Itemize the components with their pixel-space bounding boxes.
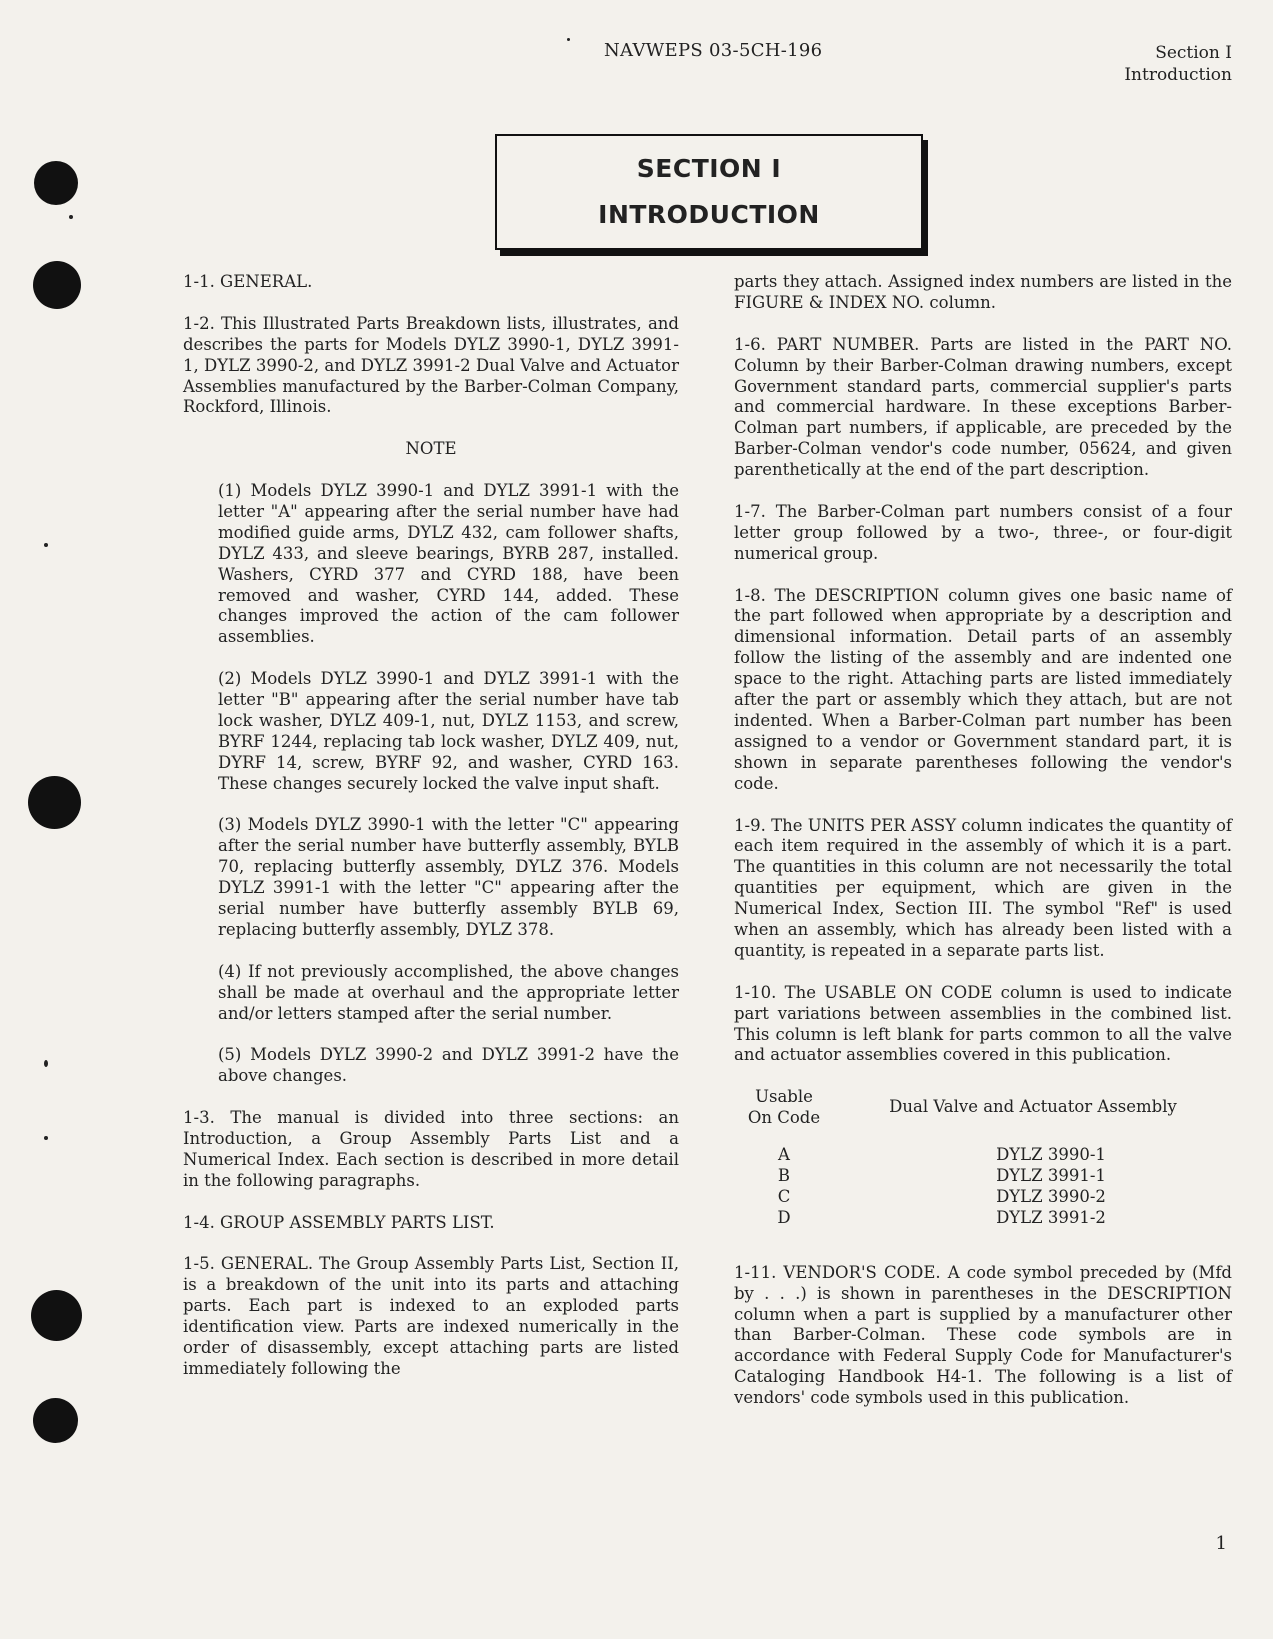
usable-code: D [777, 1207, 791, 1227]
note-item-1: (1) Models DYLZ 3990-1 and DYLZ 3991-1 with the letter "A" appearing after the serial number have had modified guide arms, DYLZ 432, cam follower shafts, DYLZ 433, and sleeve bearings, BYRB 287, installed. Washers, CYRD 377 and CYRD 188, have been removed and washer, CYRD 144, added. These changes improved the action of the cam follower assemblies. [218, 481, 679, 647]
para-1-10: 1-10. The USABLE ON CODE column is used to indicate part variations between assemblies in the combined list. This column is left blank for parts common to all the valve and actuator assemblies covered in this publication. [734, 982, 1232, 1065]
para-1-3: 1-3. The manual is divided into three sections: an Introduction, a Group Assembly Parts List and a Numerical Index. Each section is described in more detail in the following paragraphs. [183, 1108, 679, 1190]
para-1-7: 1-7. The Barber-Colman part numbers consist of a four letter group followed by a two-, three-, or four-digit numerical group. [734, 501, 1232, 563]
binder-hole [33, 1398, 78, 1443]
table-row [734, 1166, 1232, 1187]
note-item-5: (5) Models DYLZ 3990-2 and DYLZ 3991-2 have the above changes. [218, 1045, 679, 1086]
note-item-3: (3) Models DYLZ 3990-1 with the letter "C" appearing after the serial number have butterfly assembly, BYLB 70, replacing butterfly assembly, DYLZ 376. Models DYLZ 3991-1 with the letter "C" appearing after the serial number have butterfly assembly BYLB 69, replacing butterfly assembly, DYLZ 378. [218, 815, 679, 940]
binder-hole [28, 776, 81, 829]
assembly-number: DYLZ 3990-2 [996, 1186, 1106, 1206]
assembly-number: DYLZ 3990-1 [996, 1145, 1106, 1165]
page-number: 1 [1215, 1533, 1227, 1554]
left-column [183, 272, 679, 1380]
note-item-4: (4) If not previously accomplished, the above changes shall be made at overhaul and the appropriate letter and/or letters stamped after the serial number. [218, 961, 679, 1023]
binder-hole [33, 261, 81, 309]
assembly-col-header: Dual Valve and Actuator Assembly [889, 1097, 1177, 1117]
para-1-4: 1-4. GROUP ASSEMBLY PARTS LIST. [183, 1212, 495, 1232]
para-1-5: 1-5. GENERAL. The Group Assembly Parts List, Section II, is a breakdown of the unit into its parts and attaching parts. Each part is indexed to an exploded parts identification view. Parts are indexed numerically in the order of disassembly, except attaching parts are listed immediately following the [183, 1254, 679, 1378]
usable-code: C [777, 1186, 791, 1206]
note-heading: NOTE [405, 439, 457, 459]
table-row [734, 1208, 1232, 1229]
para-1-11: 1-11. VENDOR'S CODE. A code symbol preceded by (Mfd by . . .) is shown in parentheses in the DESCRIPTION column when a part is supplied by a manufacturer other than Barber-Colman. These code symbols are in accordance with Federal Supply Code for Manufacturer's Cataloging Handbook H4-1. The following is a list of vendors' code symbols used in this publication. [734, 1262, 1232, 1408]
usable-table-header [734, 1087, 1232, 1129]
speck [44, 543, 48, 547]
note-item-2: (2) Models DYLZ 3990-1 and DYLZ 3991-1 with the letter "B" appearing after the serial number have tab lock washer, DYLZ 409-1, nut, DYLZ 1153, and screw, BYRF 1244, replacing tab lock washer, DYLZ 409, nut, DYRF 14, screw, BYRF 92, and washer, CYRD 163. These changes securely locked the valve input shaft. [218, 669, 679, 793]
para-1-1: 1-1. GENERAL. [183, 272, 313, 291]
document-number: NAVWEPS 03-5CH-196 [604, 40, 823, 61]
speck [44, 1136, 48, 1140]
assembly-number: DYLZ 3991-2 [996, 1207, 1106, 1227]
section-label: Section I [1155, 43, 1232, 63]
section-title-line1: SECTION I [636, 154, 782, 183]
para-1-6: 1-6. PART NUMBER. Parts are listed in the PART NO. Column by their Barber-Colman drawing numbers, except Government standard parts, commercial supplier's parts and commercial hardware. In these exceptions Barber-Colman part numbers, if applicable, are preceded by the Barber-Colman vendor's code number, 05624, and given parenthetically at the end of the part description. [734, 334, 1232, 480]
speck [69, 215, 73, 219]
assembly-number: DYLZ 3991-1 [996, 1165, 1106, 1185]
para-1-2: 1-2. This Illustrated Parts Breakdown lists, illustrates, and describes the parts for Models DYLZ 3990-1, DYLZ 3991-1, DYLZ 3990-2, and DYLZ 3991-2 Dual Valve and Actuator Assemblies manufactured by the Barber-Colman Company, Rockford, Illinois. [183, 313, 679, 417]
usable-code: B [777, 1165, 791, 1185]
section-name: Introduction [1124, 65, 1232, 85]
usable-code: A [778, 1145, 790, 1165]
para-1-8: 1-8. The DESCRIPTION column gives one basic name of the part followed when appropriate by a description and dimensional information. Detail parts of an assembly follow the listing of the assembly and are indented one space to the right. Attaching parts are listed immediately after the part or assembly which they attach, but are not indented. When a Barber-Colman part number has been assigned to a vendor or Government standard part, it is shown in separate parentheses following the vendor's code. [734, 585, 1232, 793]
table-row [734, 1145, 1232, 1166]
speck [44, 1060, 48, 1067]
binder-hole [34, 161, 78, 205]
para-1-9: 1-9. The UNITS PER ASSY column indicates the quantity of each item required in the assembly of which it is a part. The quantities in this column are not necessarily the total quantities per equipment, which are given in the Numerical Index, Section III. The symbol "Ref" is used when an assembly, which has already been listed with a quantity, is repeated in a separate parts list. [734, 815, 1232, 960]
speck [567, 38, 570, 41]
running-header [1124, 42, 1232, 86]
right-column [734, 272, 1232, 1409]
section-title-box [495, 134, 923, 250]
table-row [734, 1187, 1232, 1208]
binder-hole [31, 1290, 82, 1341]
para-1-5-continued: parts they attach. Assigned index numbers are listed in the FIGURE & INDEX NO. column. [734, 272, 1232, 312]
section-title-line2: INTRODUCTION [598, 200, 820, 229]
usable-on-code-table [734, 1087, 1232, 1228]
usable-col-header: Usable On Code [747, 1087, 821, 1128]
